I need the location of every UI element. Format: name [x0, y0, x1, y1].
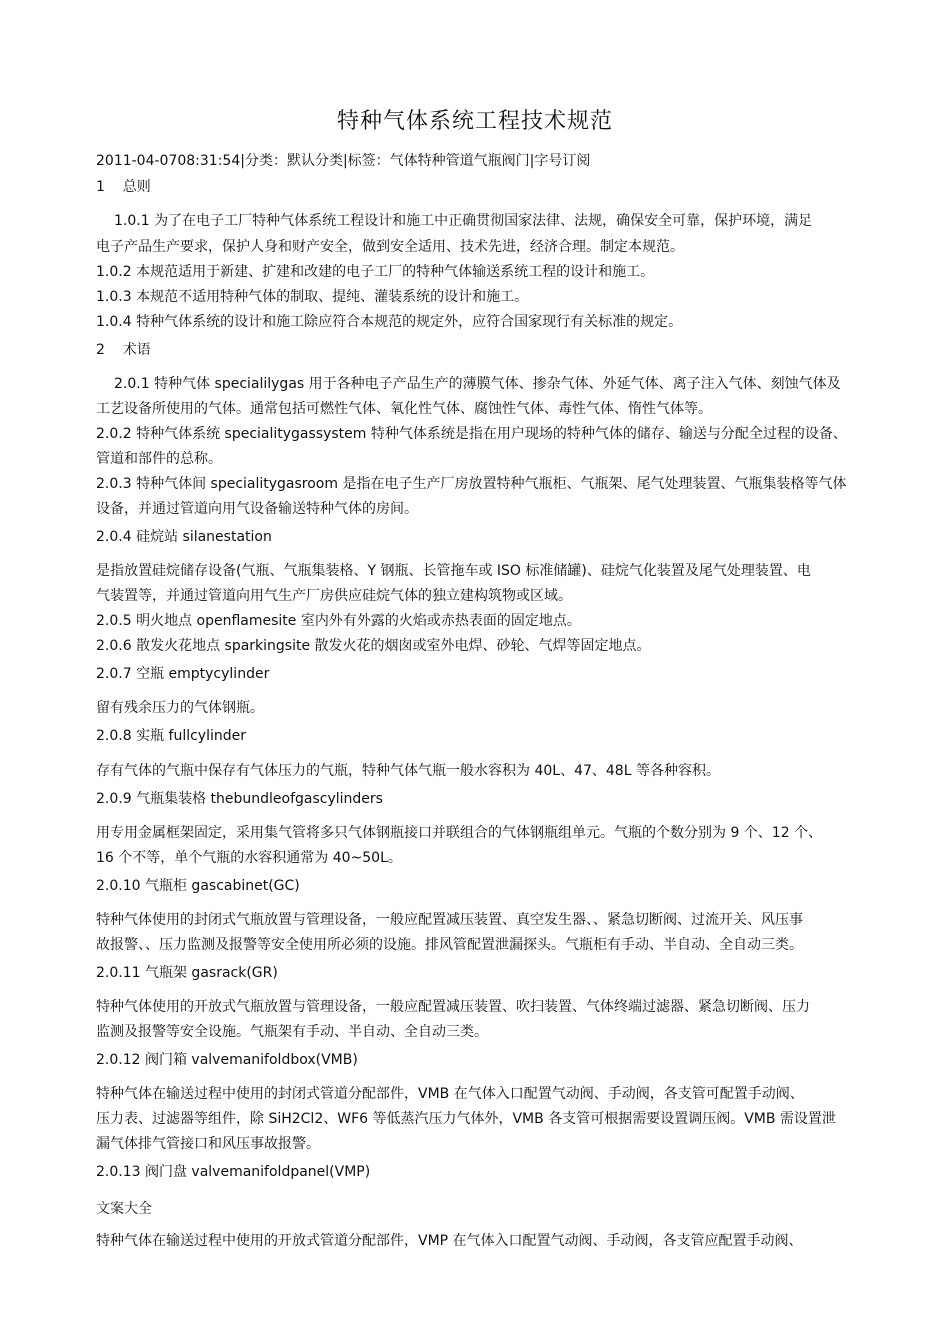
paragraph-line: 2.0.1 特种气体 specialilygas 用于各种电子产品生产的薄膜气体、掺杂气体、外延气体、离子注入气体、刻蚀气体及: [114, 376, 841, 392]
paragraph-line: 2.0.11 气瓶架 gasrack(GR): [96, 965, 278, 981]
paragraph-line: 2.0.13 阀门盘 valvemanifoldpanel(VMP): [96, 1164, 371, 1180]
paragraph-line: 管道和部件的总称。: [96, 451, 222, 467]
paragraph-line: 2.0.9 气瓶集装格 thebundleofgascylinders: [96, 791, 383, 807]
paragraph-line: 1.0.3 本规范不适用特种气体的制取、提纯、灌装系统的设计和施工。: [96, 289, 529, 305]
paragraph-line: 设备，并通过管道向用气设备输送特种气体的房间。: [96, 501, 418, 517]
paragraph-line: 1.0.2 本规范适用于新建、扩建和改建的电子工厂的特种气体输送系统工程的设计和施工。: [96, 264, 655, 280]
document-title: 特种气体系统工程技术规范: [336, 109, 613, 134]
paragraph-line: 特种气体在输送过程中使用的开放式管道分配部件，VMP 在气体入口配置气动阀、手动阀，各支管应配置手动阀、: [96, 1233, 803, 1249]
paragraph-line: 故报警、、压力监测及报警等安全使用所必须的设施。排风管配置泄漏探头。气瓶柜有手动、半自动、全自动三类。: [96, 937, 803, 953]
paragraph-line: 2.0.12 阀门箱 valvemanifoldbox(VMB): [96, 1052, 358, 1068]
paragraph-line: 1.0.1 为了在电子工厂特种气体系统工程设计和施工中正确贯彻国家法律、法规，确保安全可靠，保护环境，满足: [114, 213, 813, 229]
paragraph-line: 1.0.4 特种气体系统的设计和施工除应符合本规范的规定外，应符合国家现行有关标准的规定。: [96, 314, 683, 330]
paragraph-line: 特种气体使用的封闭式气瓶放置与管理设备，一般应配置减压装置、真空发生器、、紧急切断阀、过流开关、风压事: [96, 912, 803, 928]
paragraph-line: 2.0.8 实瓶 fullcylinder: [96, 728, 246, 744]
paragraph-line: 2.0.7 空瓶 emptycylinder: [96, 666, 270, 682]
paragraph-line: 2.0.4 硅烷站 silanestation: [96, 529, 272, 545]
paragraph-line: 2.0.5 明火地点 openflamesite 室内外有外露的火焰或赤热表面的固定地点。: [96, 613, 581, 629]
watermark-text: 文案大全: [96, 1201, 152, 1217]
paragraph-line: 留有残余压力的气体钢瓶。: [96, 700, 264, 716]
paragraph-line: 特种气体使用的开放式气瓶放置与管理设备，一般应配置减压装置、吹扫装置、气体终端过滤器、紧急切断阀、压力: [96, 999, 810, 1015]
paragraph-line: 工艺设备所使用的气体。通常包括可燃性气体、氧化性气体、腐蚀性气体、毒性气体、惰性气体等。: [96, 401, 712, 417]
paragraph-line: 电子产品生产要求，保护人身和财产安全，做到安全适用、技术先进，经济合理。制定本规范。: [96, 239, 684, 255]
paragraph-line: 2.0.3 特种气体间 specialitygasroom 是指在电子生产厂房放置特种气瓶柜、气瓶架、尾气处理装置、气瓶集装格等气体: [96, 476, 847, 492]
paragraph-line: 存有气体的气瓶中保存有气体压力的气瓶，特种气体气瓶一般水容积为 40L、47、48L 等各种容积。: [96, 763, 720, 779]
paragraph-line: 监测及报警等安全设施。气瓶架有手动、半自动、全自动三类。: [96, 1024, 488, 1040]
paragraph-line: 16 个不等，单个气瓶的水容积通常为 40~50L。: [96, 850, 402, 866]
paragraph-line: 特种气体在输送过程中使用的封闭式管道分配部件，VMB 在气体入口配置气动阀、手动阀，各支管可配置手动阀、: [96, 1086, 804, 1102]
paragraph-line: 2 术语: [96, 342, 151, 358]
paragraph-line: 漏气体排气管接口和风压事故报警。: [96, 1136, 320, 1152]
post-meta: 2011-04-0708:31:54|分类：默认分类|标签：气体特种管道气瓶阀门|字号订阅: [96, 153, 591, 169]
paragraph-line: 2.0.6 散发火花地点 sparkingsite 散发火花的烟囱或室外电焊、砂轮、气焊等固定地点。: [96, 638, 651, 654]
paragraph-line: 气装置等，并通过管道向用气生产厂房供应硅烷气体的独立建构筑物或区域。: [96, 588, 572, 604]
paragraph-line: 1 总则: [96, 179, 151, 195]
paragraph-line: 2.0.2 特种气体系统 specialitygassystem 特种气体系统是指在用户现场的特种气体的储存、输送与分配全过程的设备、: [96, 426, 847, 442]
paragraph-line: 是指放置硅烷储存设备(气瓶、气瓶集装格、Y 钢瓶、长管拖车或 ISO 标准储罐)、硅烷气化装置及尾气处理装置、电: [96, 563, 811, 579]
paragraph-line: 用专用金属框架固定，采用集气管将多只气体钢瓶接口并联组合的气体钢瓶组单元。气瓶的个数分别为 9 个、12 个、: [96, 825, 823, 841]
paragraph-line: 2.0.10 气瓶柜 gascabinet(GC): [96, 878, 300, 894]
paragraph-line: 压力表、过滤器等组件，除 SiH2Cl2、WF6 等低蒸汽压力气体外，VMB 各支管可根据需要设置调压阀。VMB 需设置泄: [96, 1111, 836, 1127]
